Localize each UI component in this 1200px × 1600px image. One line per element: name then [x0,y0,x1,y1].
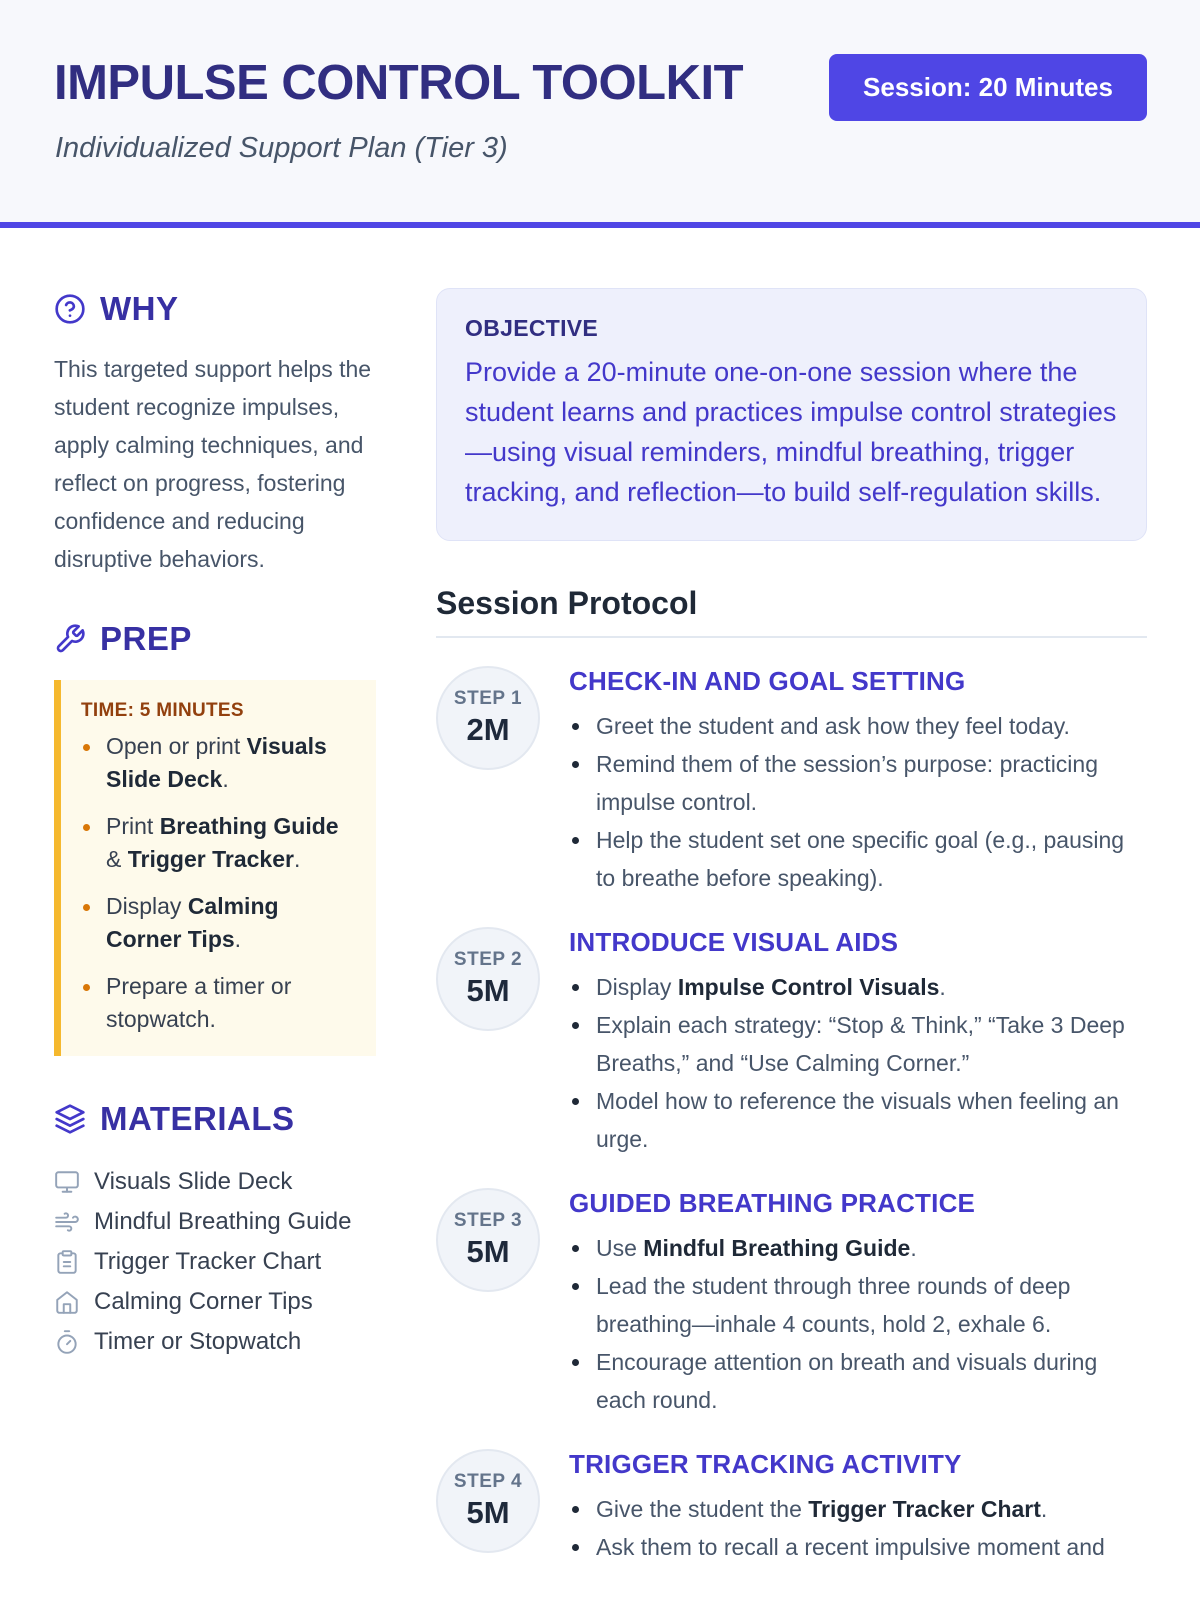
step-bullet: Encourage attention on breath and visuals during each round. [569,1343,1147,1419]
step-badge [436,1188,540,1292]
step-bullet: Help the student set one specific goal (e.g., pausing to breathe before speaking). [569,821,1147,897]
left-column [54,290,384,1362]
material-label: Trigger Tracker Chart [94,1248,322,1275]
material-label: Visuals Slide Deck [94,1168,293,1195]
protocol-steps [436,666,1147,1566]
protocol-step [436,666,1147,897]
header [0,0,1200,228]
timer-icon [54,1329,80,1355]
step-bullets [569,1490,1147,1566]
material-item [54,1242,384,1282]
protocol-step [436,1188,1147,1419]
step-badge [436,666,540,770]
materials-list [54,1162,384,1362]
step-badge [436,927,540,1031]
materials-heading-label: MATERIALS [100,1100,295,1137]
session-badge: Session: 20 Minutes [829,54,1147,121]
objective-label: OBJECTIVE [465,315,599,341]
material-label: Calming Corner Tips [94,1288,313,1315]
prep-list [81,730,360,1036]
step-duration: 5M [466,973,510,1008]
prep-item: Display Calming Corner Tips. [81,890,360,956]
prep-heading-label: PREP [100,620,192,657]
step-bullets [569,968,1147,1158]
step-duration: 5M [466,1234,510,1269]
why-heading-label: WHY [100,290,179,327]
step-bullet: Display Impulse Control Visuals. [569,968,1147,1006]
prep-item: Prepare a timer or stopwatch. [81,970,360,1036]
prep-heading [54,620,384,658]
step-bullet: Greet the student and ask how they feel today. [569,707,1147,745]
step-bullet: Lead the student through three rounds of deep breathing—inhale 4 counts, hold 2, exhale 6. [569,1267,1147,1343]
prep-item: Print Breathing Guide & Trigger Tracker. [81,810,360,876]
step-number: STEP 1 [453,688,523,709]
step-number: STEP 3 [453,1210,523,1231]
materials-heading [54,1100,384,1138]
material-label: Timer or Stopwatch [94,1328,302,1355]
step-duration: 5M [466,1495,510,1530]
monitor-icon [54,1169,80,1195]
step-title: CHECK-IN AND GOAL SETTING [569,666,966,696]
material-item [54,1322,384,1362]
material-item [54,1202,384,1242]
why-text: This targeted support helps the student recognize impulses, apply calming techniques, and reflect on progress, fostering confidence and reducing disruptive behaviors. [54,356,372,572]
step-number: STEP 2 [453,949,523,970]
step-bullet: Model how to reference the visuals when feeling an urge. [569,1082,1147,1158]
page-subtitle: Individualized Support Plan (Tier 3) [55,132,508,164]
step-bullet: Explain each strategy: “Stop & Think,” “Take 3 Deep Breaths,” and “Use Calming Corner.” [569,1006,1147,1082]
protocol-step [436,1449,1147,1566]
layers-icon [54,1103,86,1135]
step-title: TRIGGER TRACKING ACTIVITY [569,1449,962,1479]
material-item [54,1282,384,1322]
material-label: Mindful Breathing Guide [94,1208,352,1235]
step-title: INTRODUCE VISUAL AIDS [569,927,899,957]
protocol-step [436,927,1147,1158]
page-title: IMPULSE CONTROL TOOLKIT [54,56,744,110]
objective-text: Provide a 20-minute one-on-one session where the student learns and practices impulse control strategies—using visual reminders, mindful breathing, trigger tracking, and reflection—to build self-regulation skills. [465,357,1117,507]
wind-icon [54,1209,80,1235]
step-number: STEP 4 [453,1471,523,1492]
wrench-icon [54,623,86,655]
clipboard-icon [54,1249,80,1275]
prep-box [54,680,376,1056]
step-duration: 2M [466,712,510,747]
why-heading [54,290,384,328]
question-circle-icon [54,293,86,325]
step-bullet: Remind them of the session’s purpose: practicing impulse control. [569,745,1147,821]
step-bullet: Give the student the Trigger Tracker Chart. [569,1490,1147,1528]
right-column [436,288,1147,1596]
home-icon [54,1289,80,1315]
protocol-title: Session Protocol [436,585,1147,638]
step-title: GUIDED BREATHING PRACTICE [569,1188,976,1218]
material-item [54,1162,384,1202]
step-bullets [569,1229,1147,1419]
step-bullet: Use Mindful Breathing Guide. [569,1229,1147,1267]
prep-item: Open or print Visuals Slide Deck. [81,730,360,796]
prep-time: TIME: 5 MINUTES [81,700,244,721]
step-bullets [569,707,1147,897]
step-bullet: Ask them to recall a recent impulsive moment and [569,1528,1147,1566]
step-badge [436,1449,540,1553]
objective-card [436,288,1147,541]
